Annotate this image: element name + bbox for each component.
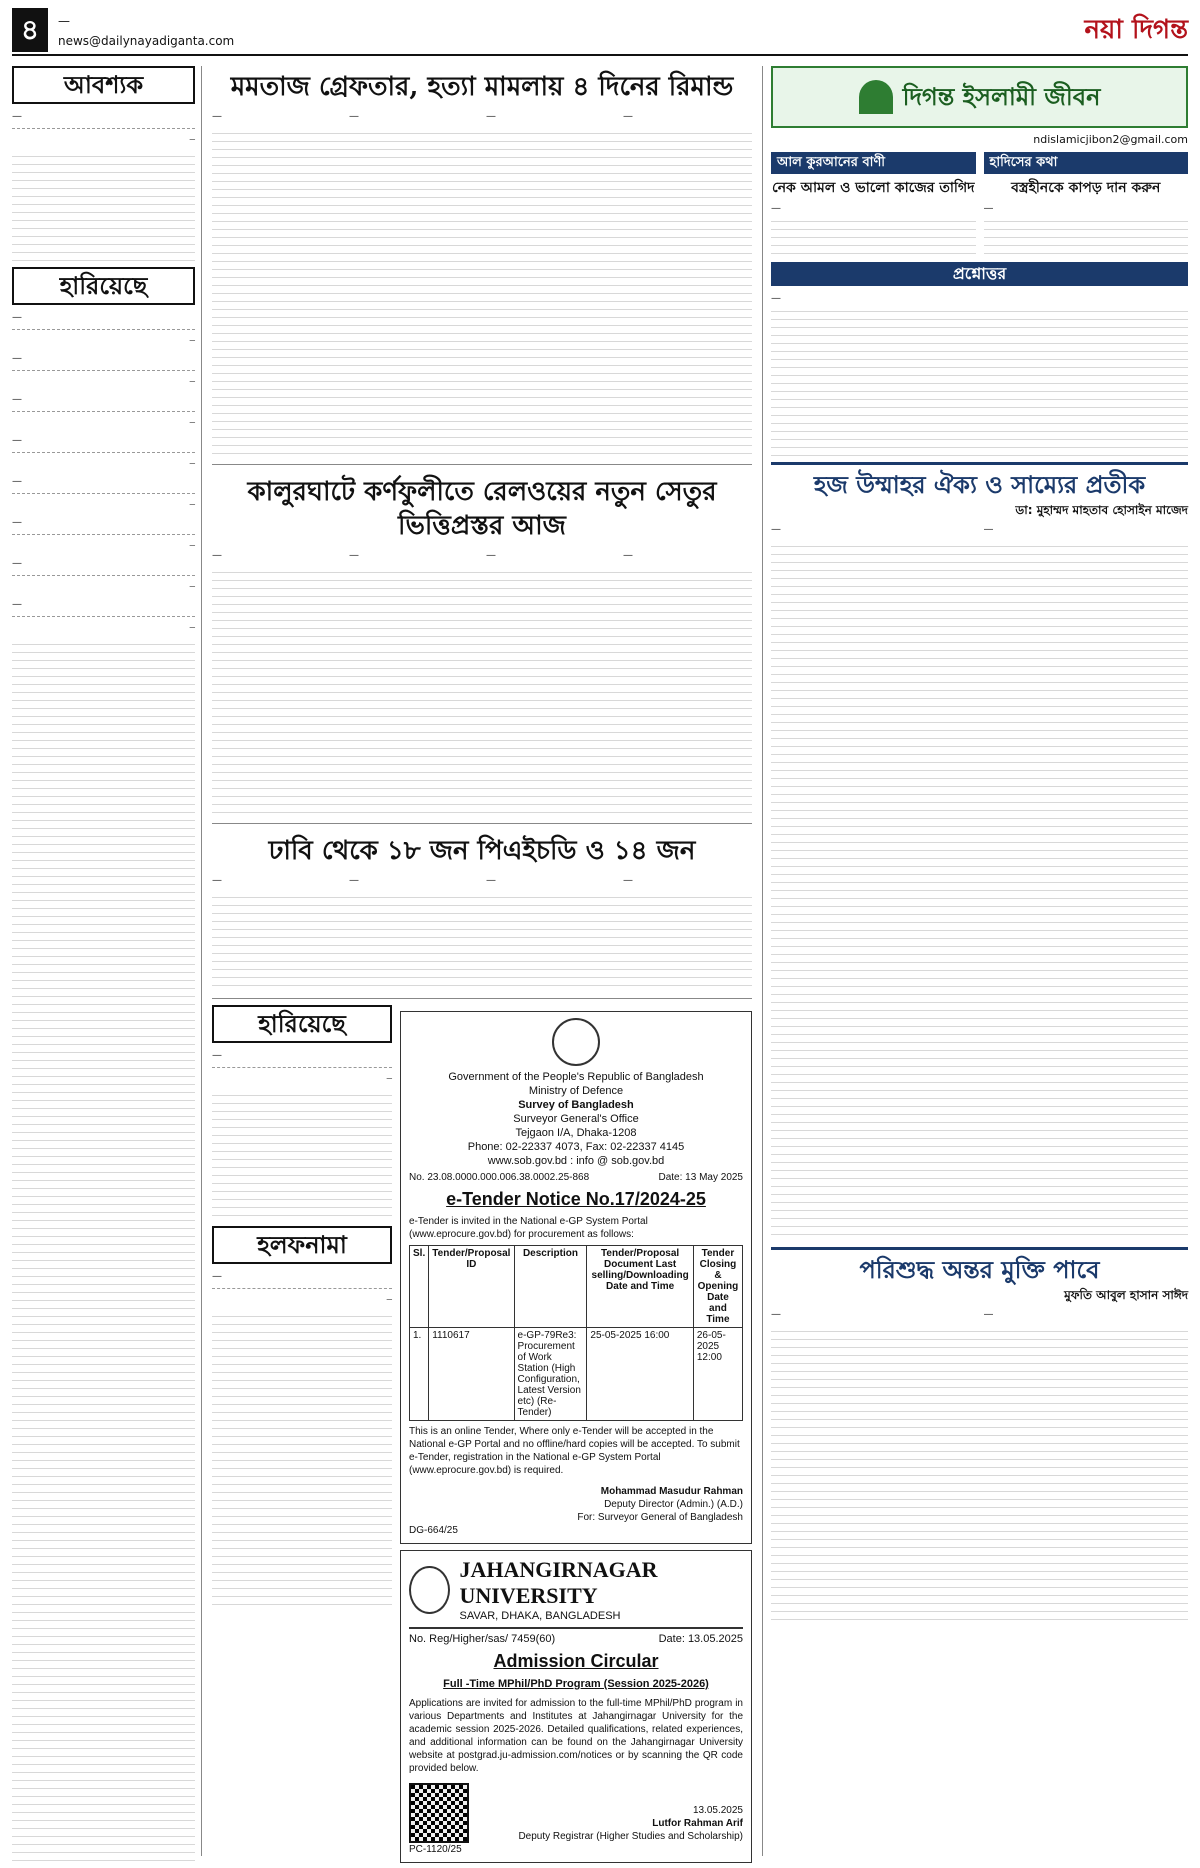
wanted-ads-filler bbox=[12, 151, 195, 261]
qr-code[interactable] bbox=[409, 1783, 469, 1843]
islamic-life-banner bbox=[771, 66, 1188, 128]
masthead bbox=[12, 8, 1188, 56]
government-seal bbox=[552, 1018, 600, 1066]
article-title: হজ উম্মাহর ঐক্য ও সাম্যের প্রতীক bbox=[771, 462, 1188, 501]
notice-intro: e-Tender is invited in the National e-GP System Portal (www.eprocure.gov.bd) for procurement as follows: bbox=[409, 1216, 648, 1240]
table-header: Tender/Proposal Document Last selling/Downloading Date and Time bbox=[587, 1246, 693, 1328]
affidavit-ads bbox=[212, 1270, 392, 1306]
notice-signer: Mohammad Masudur Rahman bbox=[600, 1486, 743, 1497]
section-title: দিগন্ত ইসলামী জীবন bbox=[902, 82, 1101, 111]
qa-text-filler bbox=[771, 306, 1188, 456]
article-body bbox=[771, 523, 1188, 537]
affidavit-ads-filler bbox=[212, 1311, 392, 1611]
hadith-box bbox=[984, 152, 1189, 256]
classified-ad: — bbox=[12, 393, 195, 412]
classified-ref: — bbox=[189, 500, 195, 510]
notice-suboffice: Surveyor General's Office bbox=[513, 1113, 639, 1125]
paragraph: — bbox=[212, 550, 222, 561]
ju-subtitle: Full -Time MPhil/PhD Program (Session 2025-2026) bbox=[443, 1678, 709, 1690]
table-header: Tender Closing & Opening Date and Time bbox=[693, 1246, 742, 1328]
ju-title: Admission Circular bbox=[493, 1651, 659, 1671]
lost-title: হারিয়েছে bbox=[12, 267, 195, 305]
affidavit-title: হলফনামা bbox=[212, 1226, 392, 1264]
article-body-2 bbox=[771, 1308, 1188, 1322]
page-number: ৪ bbox=[12, 8, 48, 52]
story-mamtaz-remand bbox=[212, 66, 752, 465]
paragraph: — bbox=[623, 550, 633, 561]
classified-ad: — bbox=[12, 598, 195, 617]
ju-signer: Lutfor Rahman Arif bbox=[652, 1818, 743, 1829]
notices bbox=[400, 1005, 752, 1863]
lost-ads bbox=[12, 311, 195, 634]
paragraph: — bbox=[486, 875, 496, 886]
paragraph: — bbox=[771, 524, 781, 535]
notice-date: Date: 13 May 2025 bbox=[658, 1172, 743, 1183]
paragraph: — bbox=[983, 1309, 994, 1320]
news-email[interactable]: news@dailynayadiganta.com bbox=[58, 34, 235, 48]
paragraph: — bbox=[212, 111, 222, 122]
classified-ref: — bbox=[386, 1074, 392, 1084]
ju-sign-date: 13.05.2025 bbox=[692, 1805, 743, 1816]
quran-text: — bbox=[771, 203, 781, 214]
story-body-filler bbox=[212, 128, 752, 458]
notice-signer-for: For: Surveyor General of Bangladesh bbox=[577, 1512, 743, 1523]
classified-ad: — bbox=[212, 1049, 392, 1068]
mid-classifieds bbox=[212, 1005, 392, 1863]
notice-memo: No. 23.08.0000.000.006.38.0002.25-868 bbox=[409, 1172, 590, 1183]
ju-body: Applications are invited for admission to the full-time MPhil/PhD program in various Departments and Institutes at Jahangirnagar University for the academic session 2025-2026. Detailed qualifications, related experiences, and additional information can be found on the Jahangirnagar University website at postgrad.ju-admission.com/notices or by scanning the QR code provided below. bbox=[409, 1698, 743, 1774]
hadith-title: বস্ত্রহীনকে কাপড় দান করুন bbox=[1011, 180, 1161, 196]
quran-text-filler bbox=[771, 216, 976, 256]
table-cell: 1110617 bbox=[429, 1328, 514, 1421]
sob-tender-notice bbox=[400, 1011, 752, 1544]
ju-place: SAVAR, DHAKA, BANGLADESH bbox=[459, 1610, 621, 1622]
quran-label: আল কুরআনের বাণী bbox=[771, 152, 976, 174]
story-headline: ঢাবি থেকে ১৮ জন পিএইচডি ও ১৪ জন bbox=[268, 836, 696, 866]
classified-ad: — bbox=[12, 475, 195, 494]
story-body-filler bbox=[212, 567, 752, 817]
paragraph: — bbox=[349, 550, 359, 561]
ju-signature-block bbox=[518, 1804, 743, 1843]
tender-table bbox=[409, 1245, 743, 1421]
classified-ref: — bbox=[189, 377, 195, 387]
section-email[interactable]: ndislamicjibon2@gmail.com bbox=[1033, 133, 1188, 146]
story-body bbox=[212, 874, 752, 888]
notice-signer-title: Deputy Director (Admin.) (A.D.) bbox=[604, 1499, 743, 1510]
qa-title: প্রশ্নোত্তর bbox=[771, 262, 1188, 286]
classified-ref: — bbox=[189, 135, 195, 145]
article-body-2-filler bbox=[771, 1326, 1188, 1626]
tender-table-body bbox=[410, 1328, 743, 1421]
notice-signature-block bbox=[409, 1485, 743, 1524]
ju-logo bbox=[409, 1566, 450, 1614]
qa-text: — bbox=[771, 293, 781, 304]
classified-ref: — bbox=[189, 336, 195, 346]
table-header: Description bbox=[514, 1246, 587, 1328]
classified-ref: — bbox=[189, 623, 195, 633]
paragraph: — bbox=[212, 875, 222, 886]
lost-ads-2-filler bbox=[212, 1090, 392, 1220]
lost-title-2: হারিয়েছে bbox=[212, 1005, 392, 1043]
paragraph: — bbox=[486, 111, 496, 122]
article-title-2: পরিশুদ্ধ অন্তর মুক্তি পাবে bbox=[771, 1247, 1188, 1286]
story-body bbox=[212, 110, 752, 124]
classified-ad: — bbox=[212, 1270, 392, 1289]
tender-table-head bbox=[410, 1246, 743, 1328]
ju-signer-title: Deputy Registrar (Higher Studies and Scholarship) bbox=[518, 1831, 743, 1842]
paper-logo[interactable]: নয়া দিগন্ত bbox=[1084, 15, 1188, 45]
story-headline: কালুরঘাটে কর্ণফুলীতে রেলওয়ের নতুন সেতুর ভিত্তিপ্রস্তর আজ bbox=[247, 477, 717, 541]
paragraph: — bbox=[623, 875, 633, 886]
notice-footnote: This is an online Tender, Where only e-Tender will be accepted in the National e-GP Portal and no offline/hard copies will be accepted. To submit e-Tender, registration in the National e-GP System Portal (www.eprocure.gov.bd) is required. bbox=[409, 1426, 740, 1476]
notice-code: DG-664/25 bbox=[409, 1525, 458, 1536]
story-body-filler bbox=[212, 892, 752, 992]
classified-ref: — bbox=[189, 459, 195, 469]
notice-phone: Phone: 02-22337 4073, Fax: 02-22337 4145 bbox=[467, 1141, 685, 1153]
ju-admission-notice bbox=[400, 1550, 752, 1863]
table-cell: 25-05-2025 16:00 bbox=[587, 1328, 693, 1421]
hadith-text: — bbox=[983, 203, 994, 214]
classifieds-column bbox=[12, 66, 202, 1856]
notice-ministry: Ministry of Defence bbox=[528, 1085, 624, 1097]
article-body-filler bbox=[771, 541, 1188, 1241]
table-cell: 26-05-2025 12:00 bbox=[693, 1328, 742, 1421]
quran-hadith-row bbox=[771, 152, 1188, 256]
quran-box bbox=[771, 152, 976, 256]
story-headline: মমতাজ গ্রেফতার, হত্যা মামলায় ৪ দিনের রিমান্ড bbox=[230, 72, 734, 102]
notice-office: Survey of Bangladesh bbox=[518, 1099, 634, 1111]
notice-gov: Government of the People's Republic of Bangladesh bbox=[448, 1071, 704, 1083]
article-author: ডা: মুহাম্মদ মাহতাব হোসাইন মাজেদ bbox=[1015, 503, 1188, 517]
paragraph: — bbox=[349, 111, 359, 122]
table-cell: e-GP-79Re3: Procurement of Work Station (High Configuration, Latest Version etc) (Re-Tender) bbox=[514, 1328, 587, 1421]
ju-date: Date: 13.05.2025 bbox=[658, 1633, 743, 1645]
mosque-icon bbox=[859, 80, 893, 114]
story-kalurghat-bridge bbox=[212, 471, 752, 824]
paragraph: — bbox=[349, 875, 359, 886]
classified-ref: — bbox=[189, 582, 195, 592]
story-du-phd bbox=[212, 830, 752, 999]
classified-ad: — bbox=[12, 110, 195, 129]
notice-title: e-Tender Notice No.17/2024-25 bbox=[446, 1189, 706, 1209]
paragraph: — bbox=[486, 550, 496, 561]
ju-header bbox=[409, 1557, 743, 1629]
wanted-title: আবশ্যক bbox=[12, 66, 195, 104]
classified-ad: — bbox=[12, 557, 195, 576]
dateline: — bbox=[58, 14, 70, 28]
hadith-text-filler bbox=[984, 216, 1189, 256]
paragraph: — bbox=[771, 1309, 781, 1320]
article-author-2: মুফতি আবুল হাসান সাঈদ bbox=[1064, 1288, 1188, 1302]
classified-ad: — bbox=[12, 516, 195, 535]
paragraph: — bbox=[983, 524, 994, 535]
classified-ad: — bbox=[12, 311, 195, 330]
news-column bbox=[212, 66, 752, 1856]
paragraph: — bbox=[623, 111, 633, 122]
hadith-label: হাদিসের কথা bbox=[984, 152, 1189, 174]
classified-ad: — bbox=[12, 352, 195, 371]
story-body bbox=[212, 549, 752, 563]
classified-ref: — bbox=[386, 1295, 392, 1305]
islamic-life-column bbox=[762, 66, 1188, 1856]
notice-address: Tejgaon I/A, Dhaka-1208 bbox=[515, 1127, 637, 1139]
lost-ads-filler bbox=[12, 639, 195, 1868]
table-cell: 1. bbox=[410, 1328, 429, 1421]
table-row bbox=[410, 1328, 743, 1421]
ju-code: PC-1120/25 bbox=[409, 1844, 462, 1855]
classified-ref: — bbox=[189, 418, 195, 428]
ju-ref-no: No. Reg/Higher/sas/ 7459(60) bbox=[409, 1633, 556, 1645]
ju-name: JAHANGIRNAGAR UNIVERSITY bbox=[459, 1557, 658, 1608]
classified-ad: — bbox=[12, 434, 195, 453]
classified-ref: — bbox=[189, 541, 195, 551]
notice-web[interactable]: www.sob.gov.bd : info @ sob.gov.bd bbox=[487, 1155, 665, 1167]
table-header: Tender/Proposal ID bbox=[429, 1246, 514, 1328]
quran-title: নেক আমল ও ভালো কাজের তাগিদ bbox=[772, 180, 975, 196]
table-header: Sl. bbox=[410, 1246, 429, 1328]
lost-ads-2 bbox=[212, 1049, 392, 1085]
wanted-ads bbox=[12, 110, 195, 146]
